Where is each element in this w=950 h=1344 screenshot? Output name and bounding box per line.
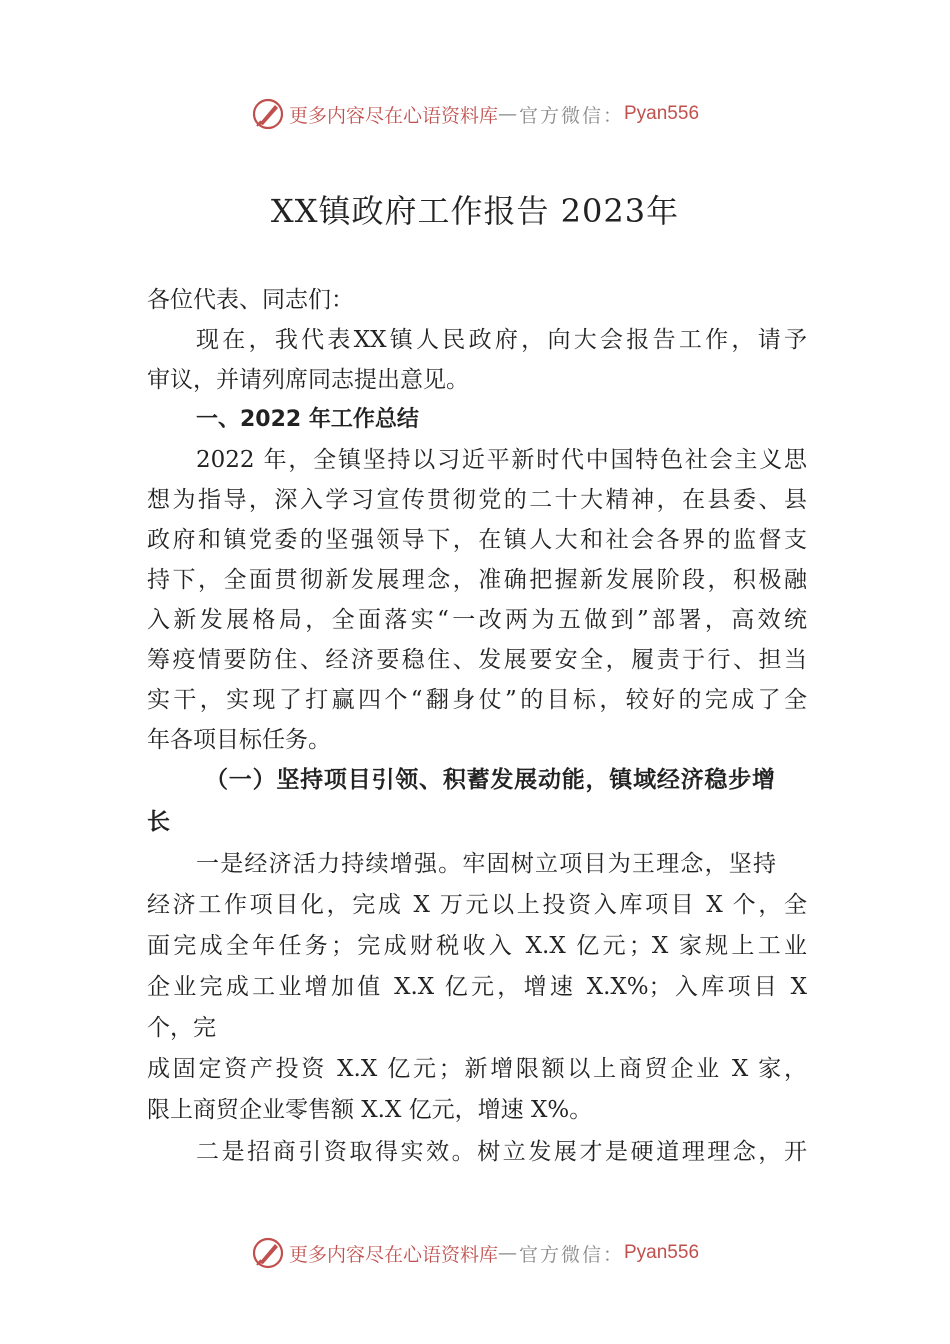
paragraph-line: 现在，我代表XX镇人民政府，向大会报告工作，请予 [196, 327, 807, 353]
paragraph-line: 政府和镇党委的坚强领导下，在镇人大和社会各界的监督支 [147, 527, 807, 553]
subsection-heading: （一）坚持项目引领、积蓄发展动能，镇域经济稳步增 [205, 766, 775, 793]
paragraph-line: 想为指导，深入学习宣传贯彻党的二十大精神，在县委、县 [147, 487, 807, 513]
paragraph-line: 审议，并请列席同志提出意见。 [147, 367, 469, 393]
paragraph-line: 个，完 [147, 1015, 216, 1041]
footer-watermark-banner [0, 1231, 950, 1275]
subsection-heading-continued: 长 [147, 808, 170, 835]
paragraph-line: 限上商贸企业零售额 X.X 亿元，增速 X%。 [147, 1097, 593, 1123]
banner-wechat-id: Pyan556 [624, 1242, 700, 1263]
paragraph-line: 一是经济活力持续增强。牢固树立项目为王理念，坚持 [196, 851, 776, 877]
paragraph-line: 筹疫情要防住、经济要稳住、发展要安全，履责于行、担当 [147, 647, 807, 673]
banner-wechat-id: Pyan556 [624, 103, 700, 124]
header-watermark-banner [0, 92, 950, 136]
paragraph-line: 2022 年，全镇坚持以习近平新时代中国特色社会主义思 [196, 447, 807, 473]
paragraph-line: 成固定资产投资 X.X 亿元；新增限额以上商贸企业 X 家， [147, 1056, 807, 1082]
banner-dash: — [497, 103, 519, 125]
banner-gray-text: 官方微信： [518, 1243, 624, 1266]
paragraph-line: 持下，全面贯彻新发展理念，准确把握新发展阶段，积极融 [147, 567, 807, 593]
banner-red-text: 更多内容尽在心语资料库 [288, 1243, 498, 1266]
paragraph-line: 实干，实现了打赢四个“翻身仗”的目标，较好的完成了全 [147, 687, 807, 713]
paragraph-line: 二是招商引资取得实效。树立发展才是硬道理理念，开 [196, 1139, 807, 1165]
paragraph-line: 入新发展格局，全面落实“一改两为五做到”部署，高效统 [147, 607, 807, 633]
quill-logo-icon [251, 1236, 285, 1270]
salutation: 各位代表、同志们： [147, 287, 354, 313]
section-heading: 一、2022 年工作总结 [196, 407, 419, 432]
document-title: XX镇政府工作报告 2023年 [270, 192, 680, 230]
banner-dash: — [497, 1242, 519, 1264]
paragraph-line: 年各项目标任务。 [147, 727, 331, 753]
paragraph-line: 面完成全年任务；完成财税收入 X.X 亿元；X 家规上工业 [147, 933, 807, 959]
banner-red-text: 更多内容尽在心语资料库 [288, 104, 498, 127]
paragraph-line: 企业完成工业增加值 X.X 亿元，增速 X.X%；入库项目 X [147, 974, 807, 1000]
paragraph-line: 经济工作项目化，完成 X 万元以上投资入库项目 X 个，全 [147, 892, 807, 918]
banner-gray-text: 官方微信： [518, 104, 624, 127]
quill-logo-icon [251, 97, 285, 131]
